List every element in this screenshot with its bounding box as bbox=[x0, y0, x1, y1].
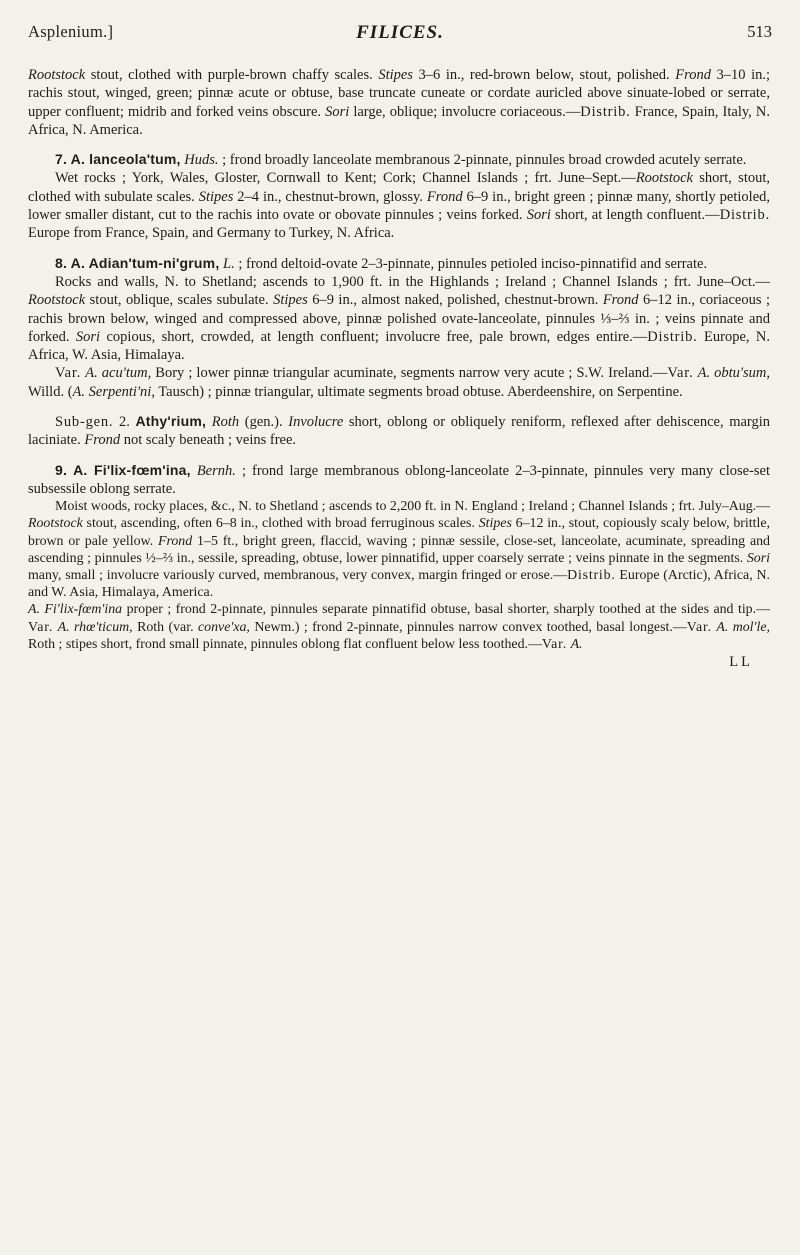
section-title: Asplenium.] bbox=[28, 22, 114, 41]
smallcaps-term: Distrib. bbox=[719, 207, 770, 224]
italic-term: A. bbox=[570, 636, 583, 652]
text-run: Wet rocks ; York, Wales, Gloster, Cornwall to Kent; Cork; Channel Islands ; frt. June–Sept.— bbox=[55, 170, 636, 187]
page-body bbox=[28, 66, 770, 671]
text-run: 6–12 in., coriaceous ; rachis brown below, winged and compressed above, pinnæ polished ovate-lanceolate, pinnules ⅓–⅔ in. ; veins pinnate and forked. bbox=[28, 292, 770, 345]
smallcaps-term: Sub-gen. bbox=[55, 414, 114, 431]
species-heading: 9. A. Fi'lix-fœm'ina, bbox=[55, 461, 191, 478]
smallcaps-term: Distrib. bbox=[580, 103, 631, 120]
text-run: many, small ; involucre variously curved, membranous, very convex, margin fringed or erose.— bbox=[28, 568, 568, 584]
italic-term: A. Fi'lix-fœm'ina bbox=[28, 602, 123, 618]
text-run: Willd. ( bbox=[28, 383, 73, 400]
chapter-title: FILICES. bbox=[356, 22, 444, 43]
text-run: 6–12 in., stout, copiously scaly below, brittle, brown or pale yellow. bbox=[28, 516, 770, 549]
smallcaps-term: Distrib. bbox=[567, 568, 616, 584]
running-head bbox=[28, 22, 772, 46]
italic-term: Frond bbox=[602, 292, 639, 309]
text-run: ; frond broadly lanceolate membranous 2-pinnate, pinnules broad crowded acutely serrate. bbox=[218, 152, 747, 169]
text-run: Europe from France, Spain, and Germany to Turkey, N. Africa. bbox=[28, 225, 395, 242]
paragraph-gap bbox=[28, 450, 770, 461]
italic-term: Roth bbox=[211, 414, 240, 431]
italic-term: Frond bbox=[84, 432, 121, 449]
text-run: 1–5 ft., bright green, flaccid, waving ; pinnæ sessile, close-set, lanceolate, acuminate, spreading and ascending ; pinnules ½–⅔ in., sessile, spreading, obtuse, lower pinnatifid, upper coarsely serrate ; veins pinnate in the segments. bbox=[28, 533, 771, 566]
italic-term: Sori bbox=[325, 103, 350, 120]
text-run: 6–9 in., bright green ; pinnæ many, shortly petioled, lower smaller distant, cut to the rachis into ovate or obovate pinnules ; veins forked. bbox=[28, 188, 771, 224]
paragraph-gap bbox=[28, 401, 770, 412]
text-run: ; frond large membranous oblong-lanceolate 2–3-pinnate, pinnules very many close-set subsessile oblong serrate. bbox=[28, 462, 771, 497]
text-run: 3–6 in., red-brown below, stout, polished. bbox=[412, 67, 676, 83]
text-run: stout, oblique, scales subulate. bbox=[85, 292, 274, 309]
italic-term: Frond bbox=[157, 533, 193, 549]
paragraph bbox=[28, 498, 770, 601]
page-number: 513 bbox=[747, 22, 772, 41]
italic-term: A. acu'tum, bbox=[85, 365, 152, 382]
text-run: large, oblique; involucre coriaceous.— bbox=[349, 103, 581, 120]
text-run: 3–10 in.; rachis stout, winged, green; pinnæ acute or obtuse, base truncate cuneate or cordate auricled above sinuate-lobed or serrate, upper confluent; midrib and forked veins obscure. bbox=[28, 67, 770, 120]
italic-term: Huds. bbox=[184, 152, 219, 169]
paragraph bbox=[28, 412, 770, 450]
italic-term: Involucre bbox=[288, 414, 344, 431]
paragraph-gap bbox=[28, 139, 770, 150]
text-run: (gen.). bbox=[239, 414, 289, 431]
smallcaps-term: Var. bbox=[686, 619, 712, 635]
text-run: short, stout, clothed with subulate scales. bbox=[28, 170, 770, 205]
text-run: Moist woods, rocky places, &c., N. to Shetland ; ascends to 2,200 ft. in N. England ; Ireland ; Channel Islands ; frt. July–Aug.— bbox=[55, 499, 770, 515]
text-run: short, oblong or obliquely reniform, reflexed after dehiscence, margin laciniate. bbox=[28, 414, 771, 449]
species-heading: Athy'rium, bbox=[135, 413, 207, 430]
text-run: not scaly beneath ; veins free. bbox=[120, 432, 297, 449]
italic-term: A. Serpenti'ni, bbox=[72, 383, 155, 400]
paragraph bbox=[28, 601, 770, 653]
italic-term: Sori bbox=[75, 328, 101, 345]
italic-term: Bernh. bbox=[196, 462, 236, 479]
italic-term: Frond bbox=[675, 67, 711, 83]
smallcaps-term: Var. bbox=[28, 619, 54, 635]
text-run: copious, short, crowded, at length confluent; involucre free, pale brown, edges entire.— bbox=[100, 328, 648, 345]
species-heading: 7. A. lanceola'tum, bbox=[55, 151, 181, 168]
italic-term: Stipes bbox=[478, 516, 512, 532]
text-run: ; frond deltoid-ovate 2–3-pinnate, pinnules petioled inciso-pinnatifid and serrate. bbox=[234, 255, 708, 272]
species-heading: 8. A. Adian'tum-ni'grum, bbox=[55, 254, 220, 271]
smallcaps-term: Var. bbox=[667, 365, 694, 382]
text-run: Rocks and walls, N. to Shetland; ascends to 1,900 ft. in the Highlands ; Ireland ; Channel Islands ; frt. June–Oct.— bbox=[55, 273, 770, 290]
paragraph bbox=[28, 461, 770, 499]
paragraph bbox=[28, 169, 770, 242]
text-run: Europe, N. Africa, W. Asia, Himalaya. bbox=[28, 328, 771, 364]
italic-term: Stipes bbox=[198, 188, 234, 205]
paragraph bbox=[28, 66, 770, 139]
italic-term: Sori bbox=[746, 550, 770, 566]
smallcaps-term: Distrib. bbox=[647, 328, 698, 345]
paragraph bbox=[28, 254, 770, 273]
italic-term: conve'xa, bbox=[197, 619, 250, 635]
text-run: Roth (var. bbox=[132, 619, 198, 635]
text-run: 2. bbox=[113, 414, 136, 431]
italic-term: Rootstock bbox=[28, 516, 83, 532]
text-run: Bory ; lower pinnæ triangular acuminate, segments narrow very acute ; S.W. Ireland.— bbox=[151, 365, 668, 382]
italic-term: Stipes bbox=[378, 67, 413, 83]
italic-term: Stipes bbox=[273, 292, 308, 309]
paragraph bbox=[28, 364, 770, 401]
paragraph-gap bbox=[28, 243, 770, 254]
text-run: stout, clothed with purple-brown chaffy scales. bbox=[85, 67, 379, 83]
italic-term: Rootstock bbox=[28, 67, 86, 83]
text-run: Newm.) ; frond 2-pinnate, pinnules narrow convex toothed, basal longest.— bbox=[249, 619, 687, 635]
signature-mark: L L bbox=[729, 654, 750, 671]
italic-term: Rootstock bbox=[635, 170, 693, 187]
text-run: 2–4 in., chestnut-brown, glossy. bbox=[233, 188, 427, 205]
smallcaps-term: Var. bbox=[55, 365, 82, 382]
italic-term: A. mol'le, bbox=[716, 619, 770, 635]
text-run: Tausch) ; pinnæ triangular, ultimate segments broad obtuse. Aberdeenshire, on Serpentine. bbox=[154, 383, 683, 400]
text-run: Europe (Arctic), Africa, N. and W. Asia, Himalaya, America. bbox=[28, 568, 770, 601]
smallcaps-term: Var. bbox=[541, 636, 568, 652]
italic-term: Frond bbox=[426, 188, 463, 205]
text-run: Roth ; stipes short, frond small pinnate, pinnules oblong flat confluent below less toothed.— bbox=[28, 636, 542, 652]
text-run: France, Spain, Italy, N. Africa, N. America. bbox=[28, 103, 770, 138]
italic-term: A. obtu'sum, bbox=[697, 365, 771, 382]
paragraph bbox=[28, 273, 770, 364]
paragraph bbox=[28, 150, 770, 169]
italic-term: Rootstock bbox=[28, 292, 86, 309]
text-run: 6–9 in., almost naked, polished, chestnut-brown. bbox=[307, 292, 603, 309]
italic-term: L. bbox=[223, 255, 235, 272]
text-run: stout, ascending, often 6–8 in., clothed with broad ferruginous scales. bbox=[82, 516, 479, 532]
italic-term: Sori bbox=[526, 207, 551, 224]
text-run: proper ; frond 2-pinnate, pinnules separate pinnatifid obtuse, basal shorter, sharply toothed at the sides and tip.— bbox=[122, 602, 770, 618]
text-run: short, at length confluent.— bbox=[550, 207, 720, 224]
italic-term: A. rhœ'ticum, bbox=[57, 619, 133, 635]
